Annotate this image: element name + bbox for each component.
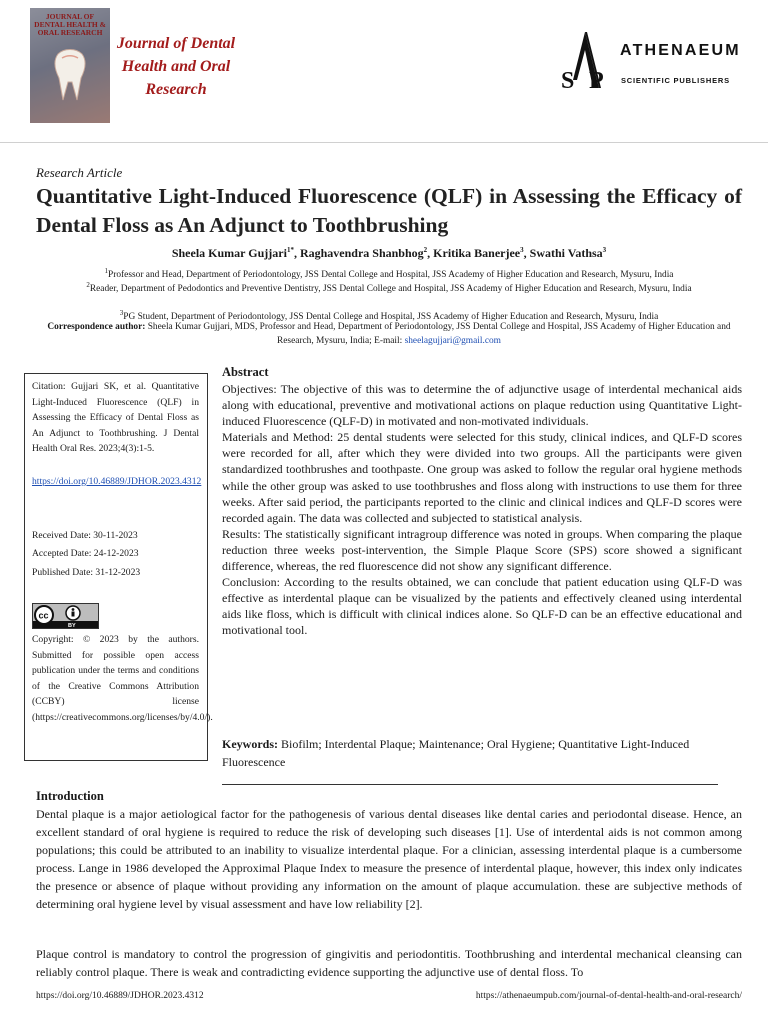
svg-text:cc: cc xyxy=(38,610,49,621)
author-separator: , xyxy=(523,246,530,260)
keywords-label: Keywords: xyxy=(222,737,278,751)
introduction-heading: Introduction xyxy=(36,789,104,803)
author-name: Swathi Vathsa xyxy=(529,246,603,260)
abstract-objectives: Objectives: The objective of this was to determine the of adjunctive usage of interdental mechanical aids along with educational, preventive and motivational actions on plaque reduction using Quantitative Light- induced Fluorescence (QLF-D) in motivated and non-motivated individuals. xyxy=(222,382,742,429)
correspondence-label: Correspondence author: xyxy=(47,322,146,332)
journal-name-line-1: Journal of Dental xyxy=(116,35,236,52)
author-name: Raghavendra Shanbhog xyxy=(299,246,424,260)
abstract-methods: Materials and Method: 25 dental students were selected for this study, clinical indices, and QLF-D scores were recorded for all, after which they were divided into two groups. All the participants were given standardized toothbrushes and toothpaste. One group was asked to follow the regular oral hygiene methods while the other group was asked to use toothbrushes and floss along with instructions to use them for three weeks. After said period, the participants reported to the clinic and clinical indices and QLF-D scores were recorded again. The data was collected and subjected to statistical analysis. xyxy=(222,430,742,525)
correspondence xyxy=(36,321,742,348)
cc-by-icon xyxy=(33,604,98,628)
abstract-results: Results: The statistically significant intragroup difference was noted in groups. When comparing the plaque reduction three weeks post-intervention, the Simple Plaque Score (SPS) score showed a significant difference, whereas, the red fluorescence did not show any significant difference. xyxy=(222,526,742,574)
affiliation-sup: 2 xyxy=(86,281,90,289)
author-separator: , xyxy=(293,246,300,260)
correspondence-email-link[interactable]: sheelagujjari@gmail.com xyxy=(404,335,501,346)
author-sup: 1* xyxy=(286,246,294,254)
footer-journal-url-link[interactable]: https://athenaeumpub.com/journal-of-dental-health-and-oral-research/ xyxy=(475,991,742,1001)
affiliation-2 xyxy=(36,279,742,297)
article-title: Quantitative Light-Induced Fluorescence (QLF) in Assessing the Efficacy of Dental Floss as An Adjunct to Toothbrushing xyxy=(36,184,742,237)
cc-by-label: BY xyxy=(68,623,76,628)
author-name: Sheela Kumar Gujjari xyxy=(171,246,287,260)
abstract-conclusion: Conclusion: According to the results obtained, we can conclude that patient education using QLF-D was effective as interdental plaque can be visualized by the patients and effectively cleaned using interdental aids like floss, which is difficult with clinical indices alone. So QLF-D can be an effective educational and motivational tool. xyxy=(222,575,742,638)
abstract-body xyxy=(222,381,742,639)
copyright-text: Copyright: © 2023 by the authors. Submitted for possible open access publication under the terms and conditions of the Creative Commons Attribution (CCBY) license (https://creativecommons.org/licenses/by/4.0/). xyxy=(32,634,213,723)
tooth-icon xyxy=(52,48,88,103)
affiliation-text: PG Student, Department of Periodontology, JSS Dental College and Hospital, JSS Academy of Higher Education and Research, Mysuru, India xyxy=(123,312,659,323)
author-list xyxy=(36,246,742,261)
journal-name-line-3: Research xyxy=(145,81,207,98)
author-separator: , xyxy=(427,246,434,260)
author-sup: 3 xyxy=(602,246,607,254)
cover-title: JOURNAL OF DENTAL HEALTH & ORAL RESEARCH xyxy=(34,12,106,37)
svg-text:P: P xyxy=(589,68,604,92)
abstract-heading: Abstract xyxy=(222,365,269,379)
publisher-subtitle: SCIENTIFIC PUBLISHERS xyxy=(621,76,730,85)
journal-cover-image xyxy=(30,8,110,123)
footer-doi-link[interactable]: https://doi.org/10.46889/JDHOR.2023.4312 xyxy=(36,991,204,1001)
affiliation-sup: 3 xyxy=(119,309,124,317)
doi-link[interactable] xyxy=(32,474,202,490)
journal-name-line-2: Health and Oral xyxy=(121,58,231,75)
affiliation-sup: 1 xyxy=(104,267,109,275)
body-paragraph-1: Dental plaque is a major aetiological factor for the pathogenesis of various dental diseases like dental caries and periodontal disease. Hence, an excellent standard of oral hygiene is required to reduce the risk of developing such diseases [1]. Use of interdental aids is not common among populations; this could be attributed to an inability to visualize interdental plaque. For a clinician, assessing interdental plaque is a cumbersome process. Lange in 1986 developed the Approximal Plaque Index to measure the presence of interdental plaque, however, this index only indicates the presence or absence of plaque without providing any information on the amount of plaque accumulation. these are subjective methods of determining oral hygiene level by visual assessment and have low reliability [2]. xyxy=(36,807,742,911)
article-type: Research Article xyxy=(36,165,123,180)
abstract-divider xyxy=(222,784,718,785)
body-paragraph-2: Plaque control is mandatory to control the progression of gingivitis and periodontitis. Toothbrushing and interdental mechanical cleansing can reliably control plaque. There is weak and contradicting evidence supporting the adjunctive use of dental floss. To xyxy=(36,947,742,979)
svg-text:S: S xyxy=(561,68,575,92)
received-date: Received Date: 30-11-2023 xyxy=(32,530,138,541)
author-name: Kritika Banerjee xyxy=(433,246,521,260)
athenaeum-logo-icon xyxy=(555,30,617,92)
keywords-text: Biofilm; Interdental Plaque; Maintenance; Oral Hygiene; Quantitative Light-Induced Fluorescence xyxy=(222,737,690,769)
keywords xyxy=(222,735,742,771)
author-sup: 2 xyxy=(423,246,428,254)
citation-text: Citation: Gujjari SK, et al. Quantitative Light-Induced Fluorescence (QLF) in Assessing the Efficacy of Dental Floss as An Adjunct to Toothbrushing. J Dental Health Oral Res. 2023;4(3):1-5. xyxy=(32,381,199,454)
journal-name xyxy=(112,32,240,101)
correspondence-text: Sheela Kumar Gujjari, MDS, Professor and Head, Department of Periodontology, JSS Dental College and Hospital, JSS Academy of Higher Education and Research, Mysuru, India; E-mail: xyxy=(145,322,731,346)
published-date: Published Date: 31-12-2023 xyxy=(32,567,141,578)
affiliation-text: Professor and Head, Department of Periodontology, JSS Dental College and Hospital, JSS Academy of Higher Education and Research, Mysuru, India xyxy=(108,270,674,281)
header-divider xyxy=(0,142,768,143)
cc-by-license-badge[interactable] xyxy=(32,603,99,629)
publisher-name: ATHENAEUM xyxy=(620,42,741,59)
affiliation-text: Reader, Department of Pedodontics and Preventive Dentistry, JSS Dental College and Hospital, JSS Academy of Higher Education and Research, Mysuru, India xyxy=(89,284,692,295)
accepted-date: Accepted Date: 24-12-2023 xyxy=(32,548,139,559)
author-sup: 3 xyxy=(520,246,524,254)
doi-link-text[interactable]: https://doi.org/10.46889/JDHOR.2023.4312 xyxy=(32,476,202,487)
